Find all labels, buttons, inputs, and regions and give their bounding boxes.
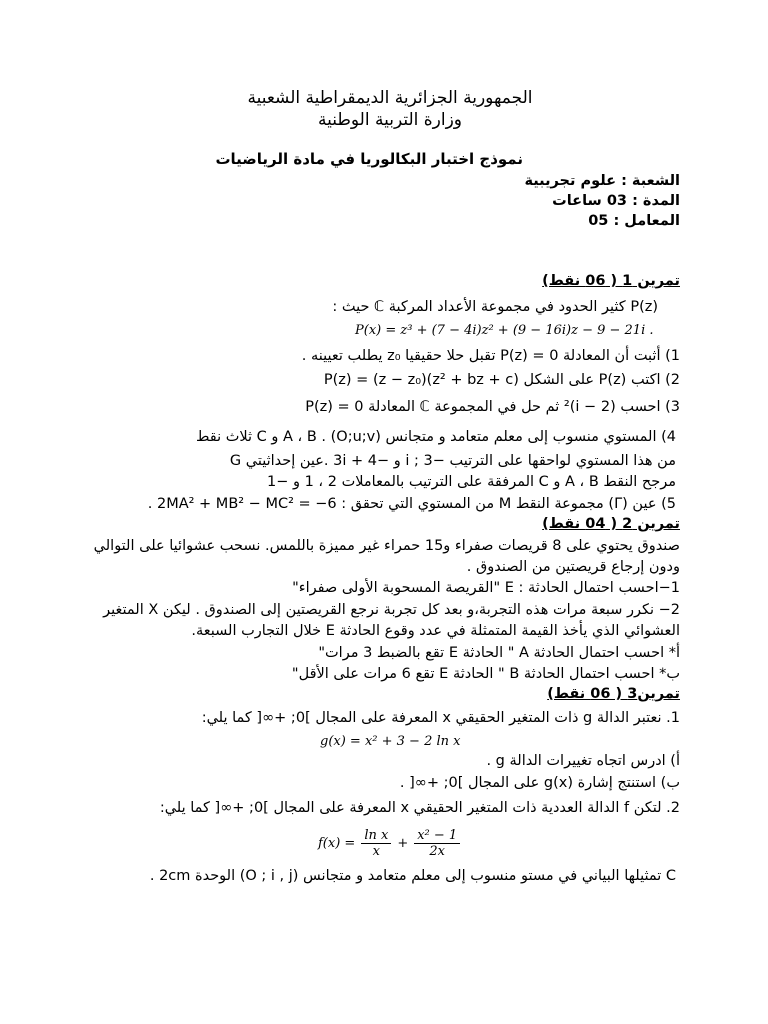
ex2-paragraph-line-2: ودون إرجاع قريصتين من الصندوق .: [466, 559, 680, 575]
ex3-question-2: 2. لتكن f الدالة العددية ذات المتغير الحقيقي x المعرفة على المجال ]0; +∞[ كما يلي:: [159, 800, 680, 816]
ex2-question-2b: ب* احسب احتمال الحادثة B " الحادثة E تقع 6 مرات على الأقل": [291, 666, 680, 682]
ministry-title: وزارة التربية الوطنية: [317, 110, 463, 130]
ex1-question-2: 2) اكتب P(z) على الشكل P(z) = (z − z₀)(z² + bz + c): [323, 372, 680, 388]
fraction-1-numerator: ln x: [361, 828, 391, 844]
ex1-question-4-line-2: من هذا المستوي لواحقها على الترتيب −3 ; i و −4 + 3i .عين إحداثيتي G: [229, 453, 676, 469]
fraction-1: [361, 828, 391, 859]
ex2-question-2-line-2: العشوائي الذي يأخذ القيمة المتمثلة في عدد وقوع الحادثة E خلال التجارب السبعة.: [191, 623, 680, 639]
fraction-2: [414, 828, 460, 859]
exercise-2-heading: تمرين 2 ( 04 نقط): [542, 516, 680, 532]
ex2-question-2a: أ* احسب احتمال الحادثة A " الحادثة E تقع بالضبط 3 مرات": [318, 645, 680, 661]
exercise-1-heading: تمرين 1 ( 06 نقط): [542, 273, 680, 289]
fraction-1-denominator: x: [372, 843, 380, 859]
ex1-polynomial: P(x) = z³ + (7 − 4i)z² + (9 − 16i)z − 9 − 21i .: [355, 323, 654, 338]
ex3-question-1: 1. نعتبر الدالة g ذات المتغير الحقيقي x المعرفة على المجال ]0; +∞[ كما يلي:: [201, 710, 680, 726]
ex1-question-4-line-3: مرجح النقط A ، B و C المرفقة على الترتيب بالمعاملات 2 ، 1 و −1: [266, 474, 676, 490]
fraction-2-numerator: x² − 1: [414, 828, 460, 844]
ex3-question-2-end: C تمثيلها البياني في مستو منسوب إلى معلم متعامد و متجانس (O ; i , j) الوحدة 2cm .: [149, 868, 676, 884]
ex2-paragraph-line-1: صندوق يحتوي على 8 قريصات صفراء و15 حمراء غير مميزة باللمس. نسحب عشوائيا على التوالي: [93, 538, 680, 554]
ex3-question-1a: أ) ادرس اتجاه تغييرات الدالة g .: [486, 753, 680, 769]
ex3-f-definition: [318, 823, 460, 863]
duration-label: المدة : 03 ساعات: [552, 193, 680, 209]
ex3-g-definition: g(x) = x² + 3 − 2 ln x: [320, 734, 461, 749]
ex1-question-3: 3) احسب (2 − i)² ثم حل في المجموعة ℂ المعادلة P(z) = 0: [305, 399, 680, 415]
fraction-2-denominator: 2x: [429, 843, 446, 859]
f-lhs: f(x) =: [318, 835, 356, 851]
f-plus: +: [397, 835, 409, 851]
ex1-question-1: 1) أثبت أن المعادلة P(z) = 0 تقبل حلا حقيقيا z₀ يطلب تعيينه .: [301, 348, 680, 364]
ex1-intro: P(z) كثير الحدود في مجموعة الأعداد المركبة ℂ حيث :: [332, 299, 658, 315]
ex1-question-4-line-1: 4) المستوي منسوب إلى معلم متعامد و متجانس (O;u;v) . A ، B و C ثلاث نقط: [195, 429, 676, 445]
republic-title: الجمهورية الجزائرية الديمقراطية الشعبية: [247, 88, 533, 108]
ex3-question-1b: ب) استنتج إشارة g(x) على المجال ]0; +∞[ .: [399, 775, 680, 791]
exercise-3-heading: تمرين3 ( 06 نقط): [547, 686, 680, 702]
ex2-question-2-line-1: 2− نكرر سبعة مرات هذه التجربة،و بعد كل تجربة نرجع القريصتين إلى الصندوق . ليكن X المتغير: [103, 602, 680, 618]
ex1-question-5: 5) عين (Γ) مجموعة النقط M من المستوي التي تحقق : 2MA² + MB² − MC² = −6 .: [147, 496, 676, 512]
exam-title: نموذج اختبار البكالوريا في مادة الرياضيات: [215, 150, 523, 168]
stream-label: الشعبة : علوم تجريبية: [524, 173, 680, 189]
ex2-question-1: 1−احسب احتمال الحادثة : E "القريصة المسحوبة الأولى صفراء": [292, 580, 680, 596]
coefficient-label: المعامل : 05: [588, 213, 680, 229]
